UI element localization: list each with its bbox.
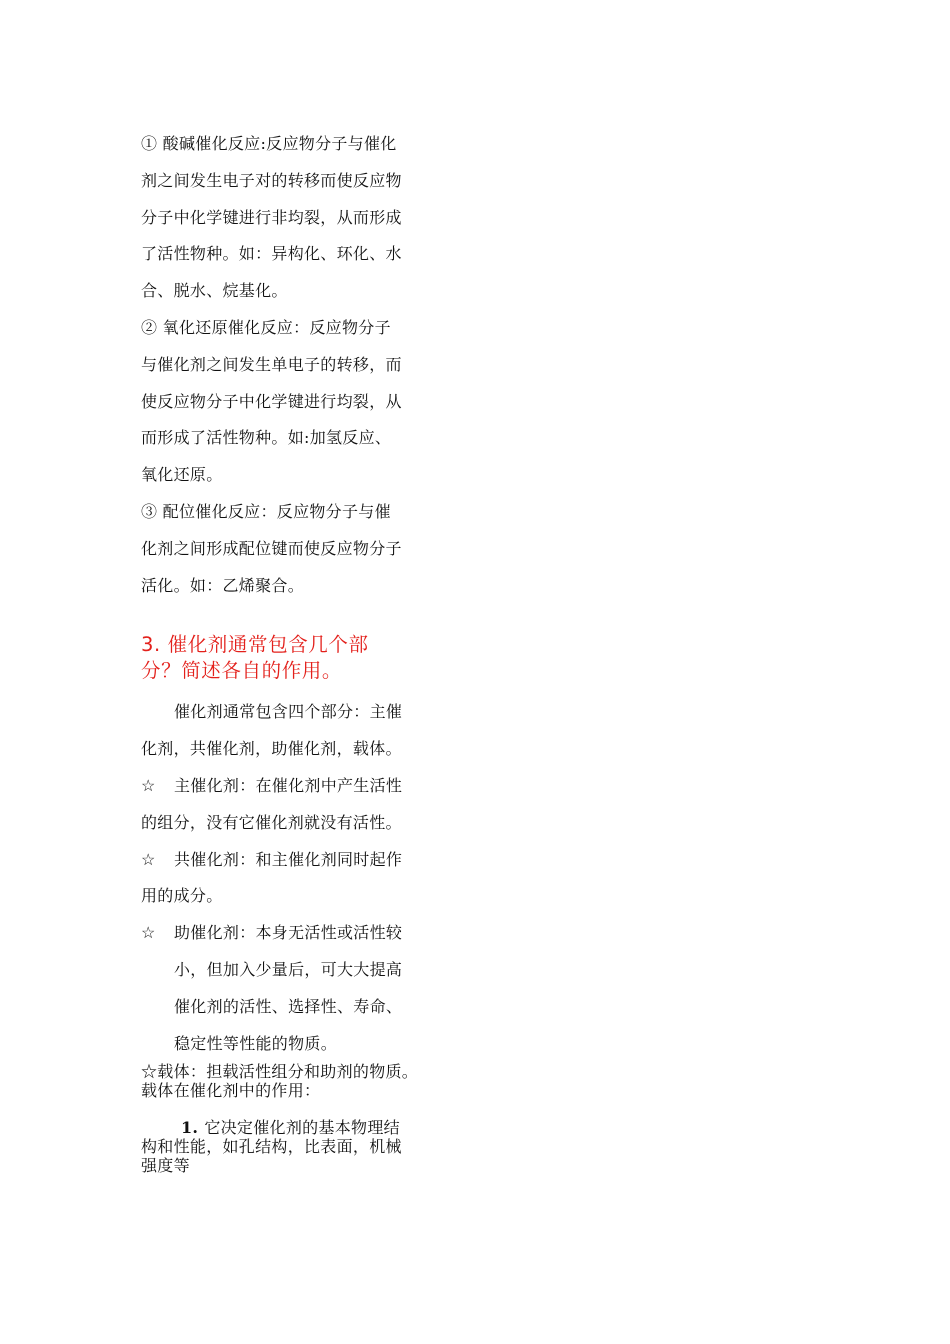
- text-line: 分子中化学键进行非均裂，从而形成: [141, 207, 402, 227]
- text-line: 合、脱水、烷基化。: [141, 281, 288, 301]
- text-line: ① 酸碱催化反应:反应物分子与催化: [141, 134, 397, 153]
- text-line: 与催化剂之间发生单电子的转移，而: [141, 354, 402, 374]
- star-bullet-icon: ☆: [141, 775, 156, 795]
- section-3-heading: [141, 632, 431, 684]
- main-catalyst-item: [141, 768, 431, 842]
- text-line: 小，但加入少量后，可大大提高: [174, 959, 403, 979]
- text-line: 氧化还原。: [141, 465, 223, 485]
- text-line: 使反应物分子中化学键进行均裂，从: [141, 391, 402, 411]
- coordination-catalysis-paragraph: [141, 494, 431, 604]
- acid-base-catalysis-paragraph: [141, 126, 431, 310]
- text-line: 载体在催化剂中的作用：: [141, 1081, 321, 1101]
- text-line: 的组分，没有它催化剂就没有活性。: [141, 812, 402, 832]
- text-span: 助催化剂：本身无活性或活性较: [174, 923, 403, 943]
- text-span: 主催化剂：在催化剂中产生活性: [174, 775, 403, 795]
- heading-line: 3. 催化剂通常包含几个部: [141, 633, 369, 657]
- text-line: 了活性物种。如：异构化、环化、水: [141, 244, 402, 264]
- text-span: 它决定催化剂的基本物理结: [204, 1118, 400, 1138]
- text-line: ③ 配位催化反应：反应物分子与催: [141, 501, 391, 521]
- text-line: 化剂，共催化剂，助催化剂，载体。: [141, 739, 402, 759]
- text-line: 催化剂的活性、选择性、寿命、: [174, 996, 403, 1016]
- text-line: 化剂之间形成配位键而使反应物分子: [141, 538, 402, 558]
- redox-catalysis-paragraph: [141, 310, 431, 494]
- star-bullet-icon: ☆: [141, 923, 156, 943]
- heading-line: 分？简述各自的作用。: [141, 659, 343, 683]
- text-line: 而形成了活性物种。如:加氢反应、: [141, 428, 392, 448]
- list-number: 1.: [181, 1118, 199, 1138]
- text-line: 活化。如：乙烯聚合。: [141, 575, 305, 595]
- promoter-item: [141, 915, 431, 1062]
- text-line: 强度等: [141, 1156, 190, 1176]
- text-line: 稳定性等性能的物质。: [174, 1033, 338, 1053]
- co-catalyst-item: [141, 842, 431, 916]
- support-item: [141, 1062, 431, 1100]
- support-role-1-item: [141, 1118, 431, 1175]
- text-line: 催化剂通常包含四个部分：主催: [174, 702, 403, 722]
- text-line: ② 氧化还原催化反应：反应物分子: [141, 317, 391, 337]
- text-line: 用的成分。: [141, 886, 223, 906]
- text-line: 构和性能，如孔结构，比表面，机械: [141, 1137, 402, 1157]
- text-span: 共催化剂：和主催化剂同时起作: [174, 849, 403, 869]
- document-column: [141, 126, 431, 1175]
- star-bullet-icon: ☆: [141, 849, 156, 869]
- text-line: ☆载体：担载活性组分和助剂的物质。: [141, 1062, 419, 1082]
- catalyst-components-intro: [141, 694, 431, 768]
- text-line: 剂之间发生电子对的转移而使反应物: [141, 170, 402, 190]
